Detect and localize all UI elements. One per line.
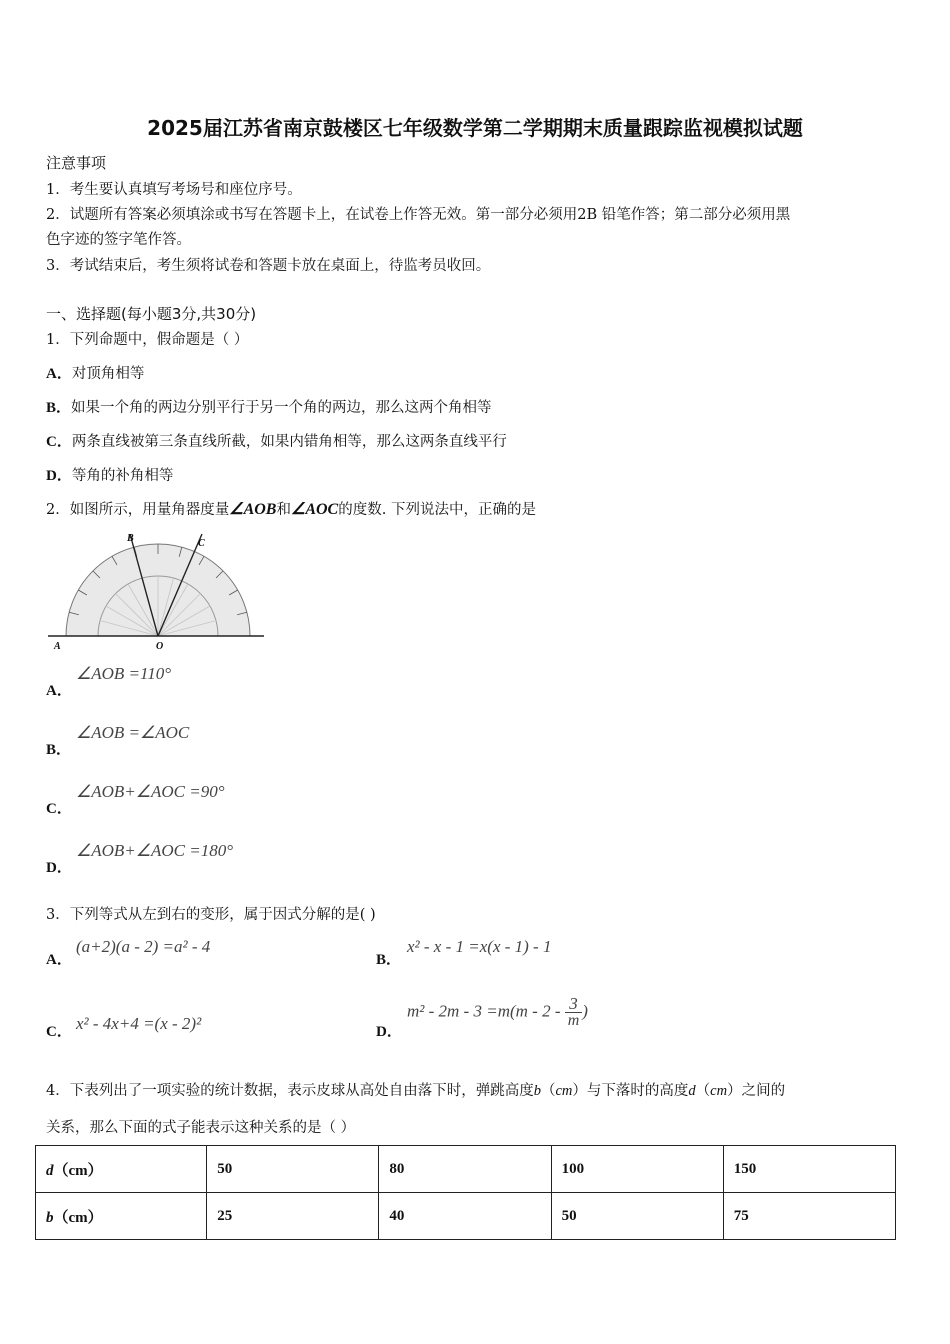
- option-label: B．: [46, 400, 72, 416]
- q2-option-c-label: C．: [46, 801, 72, 817]
- table-row-header: [36, 1146, 207, 1193]
- expr-part: m² - 2m - 3 =m(m - 2 -: [407, 1001, 561, 1021]
- stem-text: 的度数. 下列说法中，正确的是: [338, 502, 536, 518]
- q3-option-a-label: A．: [46, 952, 72, 968]
- q3-option-b-label: B．: [376, 952, 402, 968]
- notice-item: 色字迹的签字笔作答。: [46, 232, 191, 248]
- point-b-label: B: [127, 533, 134, 544]
- option-label: C．: [46, 434, 72, 450]
- option-text: 等角的补角相等: [71, 468, 174, 484]
- q2-option-a-expr: ∠AOB =110°: [76, 664, 172, 683]
- question-1-stem: 1．下列命题中，假命题是（ ）: [46, 332, 249, 348]
- point-o-label: O: [156, 641, 164, 650]
- row-var: d: [46, 1162, 54, 1179]
- q3-option-d-expr: [407, 996, 588, 1029]
- q1-option-d: [46, 464, 173, 485]
- notice-heading: 注意事项: [46, 154, 107, 172]
- q3-option-c-label: C．: [46, 1024, 72, 1040]
- unit-cm: cm: [710, 1083, 728, 1099]
- notice-item: 1．考生要认真填写考场号和座位序号。: [46, 182, 302, 198]
- q2-option-c-expr: ∠AOB+∠AOC =90°: [76, 782, 225, 801]
- q2-option-b-label: B．: [46, 742, 72, 758]
- stem-text: 之间的: [741, 1083, 786, 1099]
- notice-item: 3．考试结束后，考生须将试卷和答题卡放在桌面上，待监考员收回。: [46, 258, 491, 274]
- table-cell: 75: [723, 1193, 895, 1240]
- option-label: D．: [46, 468, 72, 484]
- unit-close: ）: [572, 1083, 587, 1099]
- table-cell: 40: [379, 1193, 551, 1240]
- stem-text: 和: [276, 502, 291, 518]
- data-table: [35, 1145, 896, 1240]
- q1-option-b: [46, 396, 492, 417]
- q2-option-a-label: A．: [46, 683, 72, 699]
- table-cell: 100: [551, 1146, 723, 1193]
- q3-option-c-expr: x² - 4x+4 =(x - 2)²: [76, 1014, 202, 1033]
- row-unit: （cm）: [53, 1162, 103, 1179]
- option-text: 对顶角相等: [71, 366, 145, 382]
- table-cell: 150: [723, 1146, 895, 1193]
- unit-open: （: [540, 1083, 556, 1099]
- question-3-stem: 3．下列等式从左到右的变形，属于因式分解的是( ): [46, 907, 376, 923]
- var-d: d: [688, 1083, 696, 1099]
- q2-option-d-label: D．: [46, 860, 72, 876]
- table-cell: 80: [379, 1146, 551, 1193]
- option-text: 两条直线被第三条直线所截，如果内错角相等，那么这两条直线平行: [71, 434, 507, 450]
- var-b: b: [533, 1083, 541, 1099]
- expr-part: ): [582, 1001, 588, 1021]
- q1-option-a: [46, 362, 144, 383]
- q3-option-a-expr: (a+2)(a - 2) =a² - 4: [76, 937, 211, 956]
- table-cell: 25: [207, 1193, 379, 1240]
- row-unit: （cm）: [53, 1209, 103, 1226]
- table-row: [36, 1146, 896, 1193]
- angle-aob: ∠AOB: [229, 501, 277, 518]
- fraction-denominator: m: [567, 1012, 580, 1029]
- notice-item: 2．试题所有答案必须填涂或书写在答题卡上，在试卷上作答无效。第一部分必须用2B 铅笔作答；第二部分必须用黑: [46, 207, 791, 223]
- q3-option-b-expr: x² - x - 1 =x(x - 1) - 1: [407, 937, 552, 956]
- question-4-stem-line2: 关系，那么下面的式子能表示这种关系的是（ ）: [46, 1120, 356, 1136]
- angle-aoc: ∠AOC: [290, 501, 339, 518]
- q1-option-c: [46, 430, 507, 451]
- table-row: [36, 1193, 896, 1240]
- stem-text: 4．下表列出了一项实验的统计数据，表示皮球从高处自由落下时，弹跳高度: [46, 1083, 534, 1099]
- q2-option-b-expr: ∠AOB =∠AOC: [76, 723, 190, 742]
- question-4-stem: [46, 1079, 785, 1100]
- stem-text: 与下落时的高度: [586, 1083, 689, 1099]
- page-title: 2025届江苏省南京鼓楼区七年级数学第二学期期末质量跟踪监视模拟试题: [147, 116, 803, 140]
- row-var: b: [46, 1209, 54, 1226]
- unit-open: （: [695, 1083, 711, 1099]
- unit-close: ）: [727, 1083, 742, 1099]
- option-text: 如果一个角的两边分别平行于另一个角的两边，那么这两个角相等: [71, 400, 492, 416]
- stem-text: 2．如图所示，用量角器度量: [46, 502, 230, 518]
- question-2-stem: [46, 498, 536, 519]
- fraction-numerator: 3: [565, 996, 583, 1013]
- section-heading: 一、选择题(每小题3分,共30分): [46, 305, 257, 323]
- q2-option-d-expr: ∠AOB+∠AOC =180°: [76, 841, 234, 860]
- option-label: A．: [46, 366, 72, 382]
- unit-cm: cm: [555, 1083, 573, 1099]
- q3-option-d-label: D．: [376, 1024, 402, 1040]
- point-a-label: A: [54, 641, 61, 650]
- fraction: [565, 996, 583, 1029]
- table-row-header: [36, 1193, 207, 1240]
- point-c-label: C: [198, 538, 205, 549]
- table-cell: 50: [551, 1193, 723, 1240]
- protractor-figure: [46, 528, 271, 650]
- table-cell: 50: [207, 1146, 379, 1193]
